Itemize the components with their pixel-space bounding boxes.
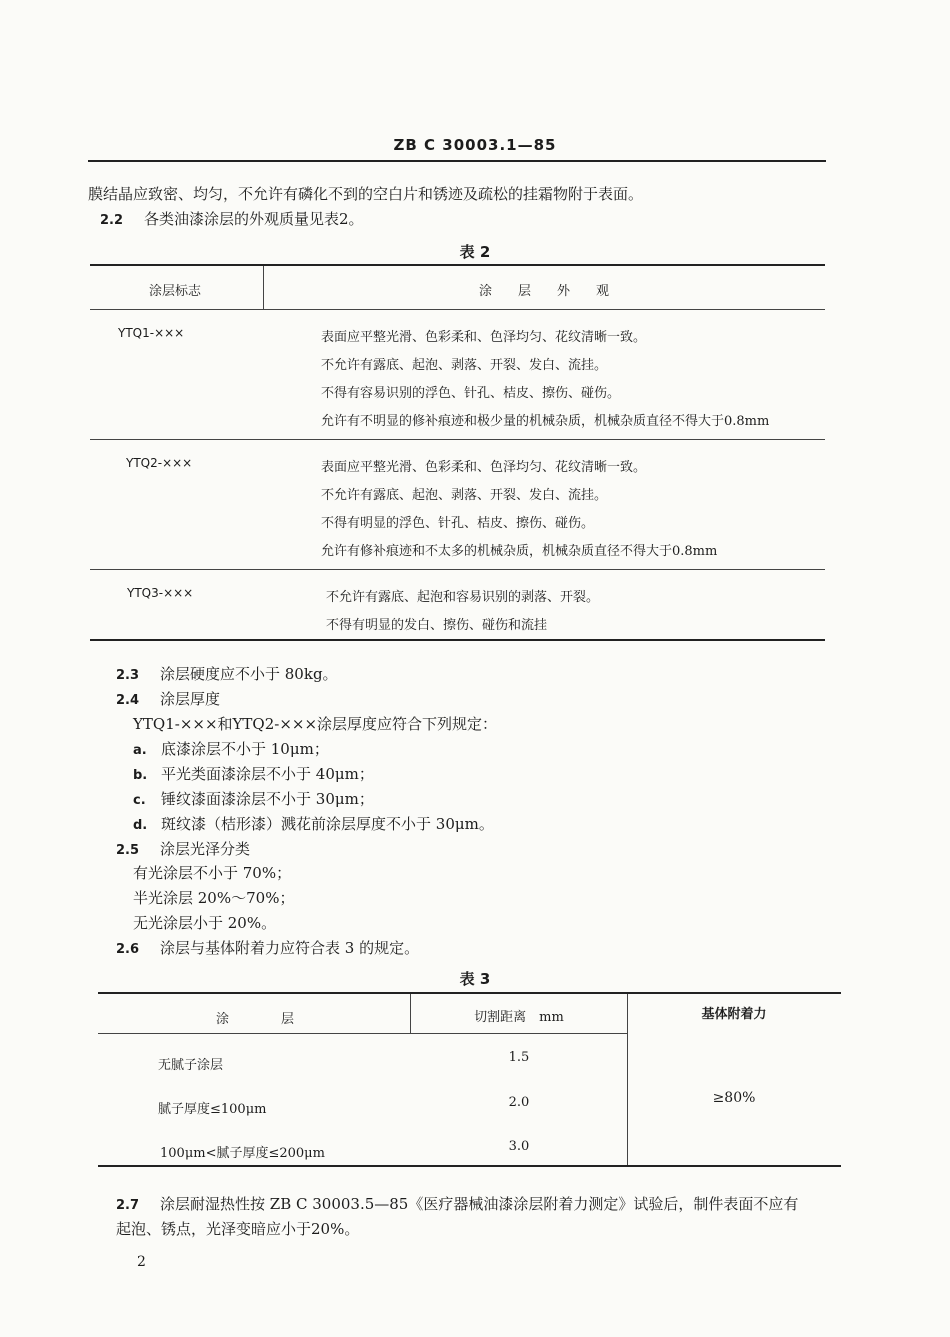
item-text: 斑纹漆（桔形漆）溅花前涂层厚度不小于 30μm。 xyxy=(161,815,494,833)
table-3-bottom-rule xyxy=(98,1165,841,1167)
table-3-distance-cell: 1.5 xyxy=(508,1050,530,1065)
section-title: 涂层厚度 xyxy=(160,690,221,708)
section-number: 2.5 xyxy=(116,843,140,858)
table-2-row-line: 不允许有露底、起泡、剥落、开裂、发白、流挂。 xyxy=(321,358,608,373)
table-3-coating-cell: 腻子厚度≤100μm xyxy=(158,1102,267,1117)
section-number: 2.2 xyxy=(100,213,124,228)
table-2-title: 表 2 xyxy=(459,243,491,261)
gloss-line: 半光涂层 20%～70%； xyxy=(133,889,295,907)
item-mark: d. xyxy=(133,818,148,833)
item-text: 底漆涂层不小于 10μm； xyxy=(161,740,329,758)
section-2-2 xyxy=(100,208,364,229)
item-text: 平光类面漆涂层不小于 40μm； xyxy=(161,765,374,783)
section-text: 各类油漆涂层的外观质量见表2。 xyxy=(144,210,364,228)
section-2-4-intro: YTQ1-×××和YTQ2-×××涂层厚度应符合下列规定： xyxy=(133,715,498,733)
section-2-6 xyxy=(116,937,419,958)
table-2-header-appearance: 涂 层 外 观 xyxy=(478,284,609,299)
table-2-bottom-rule xyxy=(90,639,825,641)
intro-continuation: 膜结晶应致密、均匀，不允许有磷化不到的空白片和锈迹及疏松的挂霜物附于表面。 xyxy=(88,185,644,203)
table-3-header-rule xyxy=(98,1033,627,1034)
table-2-row-line: 不得有明显的浮色、针孔、桔皮、擦伤、碰伤。 xyxy=(321,516,595,531)
thickness-item xyxy=(133,738,329,759)
table-3-header-adhesion: 基体附着力 xyxy=(701,1007,767,1022)
page-number: 2 xyxy=(137,1254,146,1270)
table-2-row-rule xyxy=(90,569,825,570)
item-mark: c. xyxy=(133,793,146,808)
table-2-row-label: YTQ3-××× xyxy=(127,586,194,600)
section-text: 涂层与基体附着力应符合表 3 的规定。 xyxy=(160,939,420,957)
table-2-row-label: YTQ1-××× xyxy=(118,326,185,340)
section-2-5 xyxy=(116,838,250,859)
table-3-adhesion-value: ≥80% xyxy=(712,1090,756,1106)
thickness-item xyxy=(133,763,374,784)
table-2-row-line: 允许有不明显的修补痕迹和极少量的机械杂质，机械杂质直径不得大于0.8mm xyxy=(321,414,770,429)
table-2-row-rule xyxy=(90,439,825,440)
section-text: 涂层耐湿热性按 ZB C 30003.5—85《医疗器械油漆涂层附着力测定》试验后，制件表面不应有 xyxy=(160,1195,799,1213)
gloss-line: 有光涂层不小于 70%； xyxy=(133,864,292,882)
item-mark: b. xyxy=(133,768,148,783)
section-text: 涂层硬度应不小于 80kg。 xyxy=(160,665,338,683)
table-2-row-line: 不得有明显的发白、擦伤、碰伤和流挂 xyxy=(326,618,548,633)
table-2-row-line: 表面应平整光滑、色彩柔和、色泽均匀、花纹清晰一致。 xyxy=(321,460,647,475)
table-2-header-rule xyxy=(90,309,825,310)
item-text: 锤纹漆面漆涂层不小于 30μm； xyxy=(161,790,374,808)
header-rule xyxy=(88,160,826,162)
thickness-item xyxy=(133,788,374,809)
table-3-distance-cell: 2.0 xyxy=(508,1095,530,1110)
table-2-top-rule xyxy=(90,264,825,266)
gloss-line: 无光涂层小于 20%。 xyxy=(133,914,277,932)
table-3-header-distance: 切割距离 mm xyxy=(474,1010,564,1025)
table-2-row-line: 不得有容易识别的浮色、针孔、桔皮、擦伤、碰伤。 xyxy=(321,386,621,401)
table-2-header-label: 涂层标志 xyxy=(148,284,201,299)
section-title: 涂层光泽分类 xyxy=(160,840,251,858)
section-number: 2.4 xyxy=(116,693,140,708)
table-3-top-rule xyxy=(98,992,841,994)
table-2-row-line: 允许有修补痕迹和不太多的机械杂质，机械杂质直径不得大于0.8mm xyxy=(321,544,718,559)
thickness-item xyxy=(133,813,494,834)
table-3-header-coating: 涂 层 xyxy=(215,1012,294,1027)
section-number: 2.3 xyxy=(116,668,140,683)
table-2-row-line: 不允许有露底、起泡、剥落、开裂、发白、流挂。 xyxy=(321,488,608,503)
standard-code-header: ZB C 30003.1—85 xyxy=(393,136,557,154)
section-2-7 xyxy=(116,1193,798,1214)
section-2-3 xyxy=(116,663,338,684)
table-3-distance-cell: 3.0 xyxy=(508,1139,530,1154)
table-3-title: 表 3 xyxy=(459,970,491,988)
section-2-7-continuation: 起泡、锈点，光泽变暗应小于20%。 xyxy=(116,1220,360,1238)
table-3-coating-cell: 100μm<腻子厚度≤200μm xyxy=(160,1146,325,1161)
table-2-row-label: YTQ2-××× xyxy=(126,456,193,470)
table-3-coating-cell: 无腻子涂层 xyxy=(158,1058,224,1073)
item-mark: a. xyxy=(133,743,147,758)
section-2-4 xyxy=(116,688,220,709)
table-2-row-line: 不允许有露底、起泡和容易识别的剥落、开裂。 xyxy=(326,590,600,605)
table-2-row-line: 表面应平整光滑、色彩柔和、色泽均匀、花纹清晰一致。 xyxy=(321,330,647,345)
section-number: 2.6 xyxy=(116,942,140,957)
section-number: 2.7 xyxy=(116,1198,140,1213)
